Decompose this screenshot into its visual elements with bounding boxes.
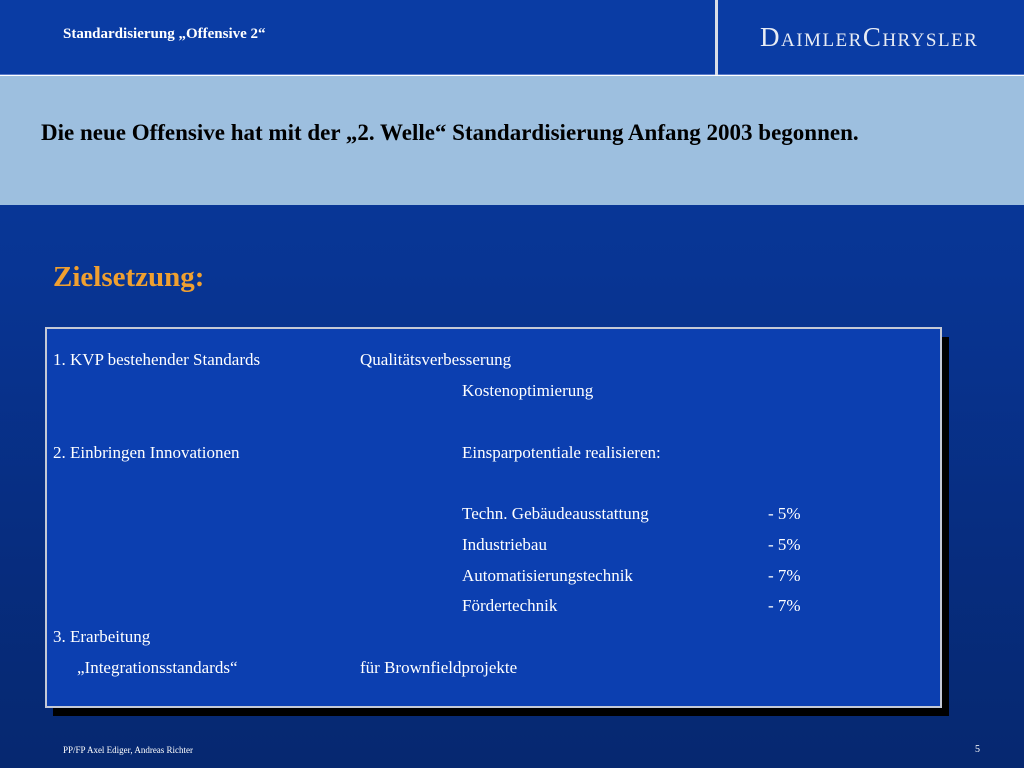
slide-headline: Die neue Offensive hat mit der „2. Welle“ Standardisierung Anfang 2003 begonnen. [41,120,859,145]
savings-item-name: Industriebau [462,535,547,554]
savings-item-value: - 5% [768,504,801,523]
savings-item-value: - 5% [768,535,801,554]
header-bar [0,0,1024,75]
item3-label-standards: „Integrationsstandards“ [77,658,238,677]
savings-item-value: - 7% [768,566,801,585]
item1-label: 1. KVP bestehender Standards [53,350,261,369]
savings-item-name: Techn. Gebäudeausstattung [462,504,649,523]
section-heading: Zielsetzung: [53,261,205,293]
item3-detail: für Brownfieldprojekte [360,658,518,677]
presentation-title: Standardisierung „Offensive 2“ [63,26,266,42]
company-logo: DaimlerChrysler [760,22,979,52]
item1-detail-costs: Kostenoptimierung [462,381,594,400]
footer-authors: PP/FP Axel Ediger, Andreas Richter [63,745,194,755]
item1-detail-quality: Qualitätsverbesserung [360,350,512,369]
savings-item-name: Automatisierungstechnik [462,566,633,585]
item3-label: 3. Erarbeitung [53,627,151,646]
savings-item-value: - 7% [768,596,801,615]
item2-detail: Einsparpotentiale realisieren: [462,443,661,462]
savings-item-name: Fördertechnik [462,596,558,615]
page-number: 5 [975,744,980,755]
header-divider [715,0,718,75]
headline-banner [0,75,1024,205]
item2-label: 2. Einbringen Innovationen [53,443,240,462]
